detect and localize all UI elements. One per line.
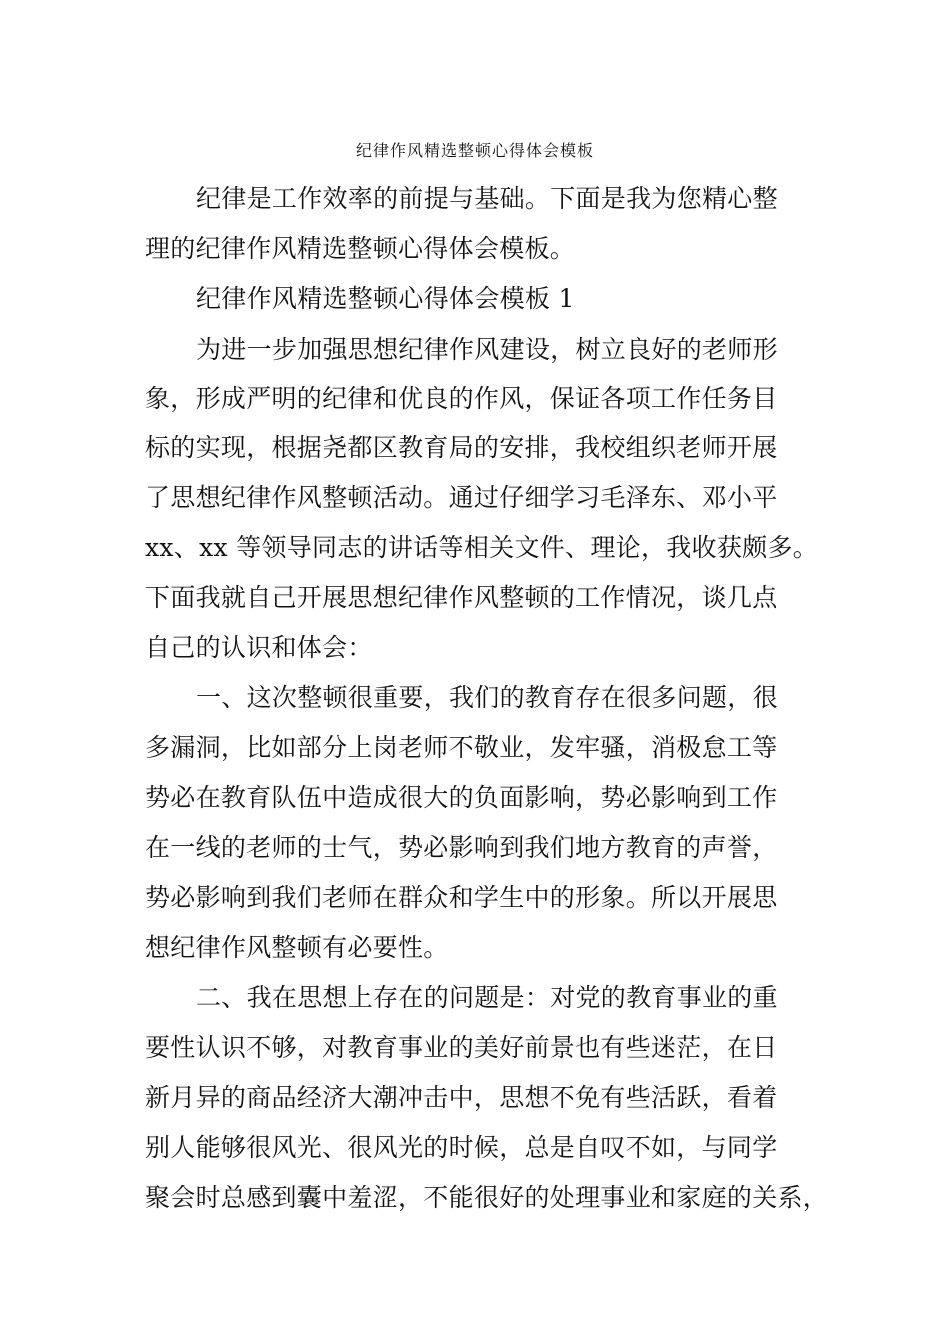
paragraph-line: 要性认识不够，对教育事业的美好前景也有些迷茫，在日 (145, 1033, 778, 1062)
paragraph-line: 了思想纪律作风整顿活动。通过仔细学习毛泽东、邓小平 (145, 483, 778, 512)
paragraph-line: 标的实现，根据尧都区教育局的安排，我校组织老师开展 (145, 433, 778, 462)
document-title: 纪律作风精选整顿心得体会模板 (355, 141, 594, 160)
paragraph-line: xx、xx 等领导同志的讲话等相关文件、理论，我收获颇多。 (145, 533, 819, 562)
paragraph-line: 理的纪律作风精选整顿心得体会模板。 (145, 234, 576, 263)
paragraph-line: 象，形成严明的纪律和优良的作风，保证各项工作任务目 (145, 384, 778, 413)
paragraph-line: 为进一步加强思想纪律作风建设，树立良好的老师形 (196, 335, 778, 364)
paragraph-line: 自己的认识和体会： (145, 633, 373, 662)
section-heading: 纪律作风精选整顿心得体会模板 1 (196, 284, 575, 313)
paragraph-line: 二、我在思想上存在的问题是：对党的教育事业的重 (196, 983, 778, 1012)
paragraph-line: 势必影响到我们老师在群众和学生中的形象。所以开展思 (145, 883, 778, 912)
paragraph-line: 势必在教育队伍中造成很大的负面影响，势必影响到工作 (145, 783, 778, 812)
paragraph-line: 聚会时总感到囊中羞涩，不能很好的处理事业和家庭的关系， (145, 1183, 829, 1212)
paragraph-line: 多漏洞，比如部分上岗老师不敬业，发牢骚，消极怠工等 (145, 733, 778, 762)
paragraph-line: 下面我就自己开展思想纪律作风整顿的工作情况，谈几点 (145, 583, 778, 612)
paragraph-line: 想纪律作风整顿有必要性。 (145, 933, 449, 962)
paragraph-line: 在一线的老师的士气，势必影响到我们地方教育的声誉， (145, 833, 778, 862)
paragraph-line: 新月异的商品经济大潮冲击中，思想不免有些活跃，看着 (145, 1083, 778, 1112)
paragraph-line: 别人能够很风光、很风光的时候，总是自叹不如，与同学 (145, 1133, 778, 1162)
paragraph-line: 纪律是工作效率的前提与基础。下面是我为您精心整 (196, 184, 778, 213)
paragraph-line: 一、这次整顿很重要，我们的教育存在很多问题，很 (196, 683, 778, 712)
